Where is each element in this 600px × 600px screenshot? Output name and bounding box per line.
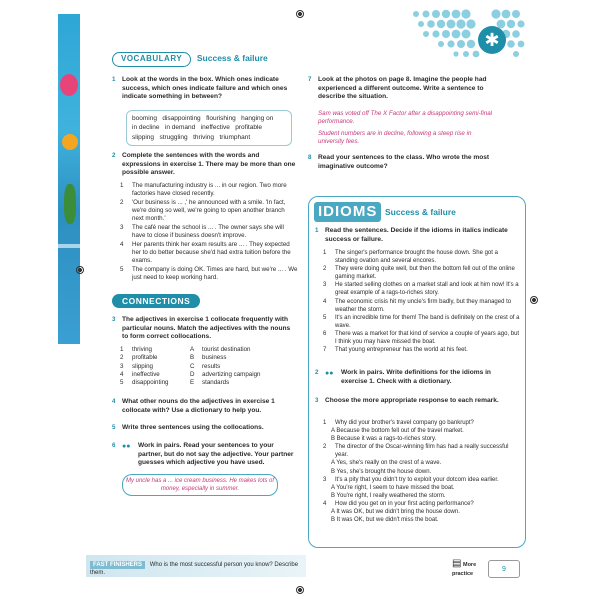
registration-mark-icon <box>296 10 304 18</box>
vocabulary-title: Success & failure <box>196 53 268 63</box>
list-item: 4 How did you get on in your first acting performance? A It was OK, but we didn't bring the house down. B It was OK, but we didn't miss the boat. <box>323 500 474 524</box>
list-item: 5 It's an incredible time for them! The band is definitely on the crest of a wave. <box>323 314 520 329</box>
photo-strip <box>58 14 80 344</box>
fast-finishers-text: Who is the most successful person you know? Describe them. <box>90 562 299 577</box>
list-item: 1 The singer's performance brought the house down. She got a standing ovation and several encores. <box>323 250 498 265</box>
conn-q4: 4 What other nouns do the adjectives in exercise 1 collocate with? Use a dictionary to help you. <box>112 398 275 414</box>
connections-tag: CONNECTIONS <box>112 294 200 308</box>
idioms-box <box>308 196 526 548</box>
list-item: 2 'Our business is ... ,' he announced with a smile. 'In fact, we're doing so well, we're going to open another branch next month.' <box>120 198 286 223</box>
list-item: 5 The company is doing OK. Times are hard, but we're ... . We just need to keep working hard. <box>120 265 298 281</box>
idioms-items <box>323 249 521 354</box>
registration-mark-icon <box>76 266 84 274</box>
collocation-table: 1 thriving 2 profitable 3 slipping 4 ineffective 5 disappointing A tourist destination B business C results D advertizing campaign E standards <box>120 346 261 387</box>
dots-decoration <box>410 8 525 68</box>
pairwork-icon: ●● <box>325 370 334 377</box>
vocab-q2: 2 Complete the sentences with the words and expressions in exercise 1. There may be more than one possible answer. <box>112 152 296 177</box>
vocab-q2-items <box>120 182 298 282</box>
vocab-q7: 7 Look at the photos on page 8. Imagine the people had experienced a different outcome. Write a sentence to describe the situation. <box>308 76 487 101</box>
idioms-q1: 1 Read the sentences. Decide if the idioms in italics indicate success or failure. <box>315 227 508 243</box>
idioms-title: Success & failure <box>385 207 456 217</box>
list-item: 2 They were doing quite well, but then the bottom fell out of the online gaming market. <box>323 266 515 281</box>
conn-q6: 6 ●● Work in pairs. Read your sentences to your partner, but do not say the adjective. Your partner guesses which adjective you have used. <box>112 442 294 467</box>
conn-q5: 5 Write three sentences using the collocations. <box>112 424 264 431</box>
idioms-logo: IDIOMS <box>314 202 381 222</box>
fast-finishers-label: FAST FINISHERS <box>90 561 145 569</box>
list-item: 7 That young entrepreneur has the world at his feet. <box>323 347 468 354</box>
idioms-q3: 3 Choose the more appropriate response to each remark. <box>315 397 499 404</box>
registration-mark-icon <box>530 296 538 304</box>
list-item: 3 He started selling clothes on a market stall and look at him now! It's a great example of a rags-to-riches story. <box>323 282 519 297</box>
list-item: 6 There was a market for that kind of service a couple of years ago, but I think you may have missed the boat. <box>323 330 520 346</box>
compass-badge-icon: ✱ <box>478 26 506 54</box>
list-item: 1 Why did your brother's travel company go bankrupt? A Because the bottom fell out of the travel market. B Because it was a rags-to-riches story. <box>323 420 474 443</box>
list-item: 3 It's a pity that you didn't try to exploit your dotcom idea earlier. A You're right, I seem to have missed the boat. B You're right, I really weathered the storm. <box>323 476 499 499</box>
registration-mark-icon <box>296 586 304 594</box>
connections-header <box>112 296 200 307</box>
vocab-q8: 8 Read your sentences to the class. Who wrote the most imaginative outcome? <box>308 154 490 170</box>
page-number: 9 <box>488 560 520 578</box>
word-box: booming disappointing flourishing hanging on in decline in demand ineffective profitable slipping struggling thriving triumphant <box>126 110 292 146</box>
more-practice[interactable]: ▤ More practice <box>452 558 477 577</box>
vocabulary-header <box>112 52 268 67</box>
list-item: 2 The director of the Oscar-winning film has had a really successful year. A Yes, she's really on the crest of a wave. B Yes, she's brought the house down. <box>323 444 509 475</box>
q7-example-2: Student numbers are in decline, following a steep rise in university fees. <box>318 130 472 146</box>
list-item: 1 The manufacturing industry is ... in our region. Two more factories have closed recently. <box>120 182 287 198</box>
pairwork-icon: ●● <box>122 443 131 450</box>
list-item: 4 Her parents think her exam results are ... . They expected her to do better because she'd had extra tuition before the exams. <box>120 240 291 265</box>
vocab-q1: 1 Look at the words in the box. Which ones indicate success, which ones indicate failure and which ones indicate something in between? <box>112 76 288 101</box>
vocabulary-tag: VOCABULARY <box>112 52 191 67</box>
conn-q3: 3 The adjectives in exercise 1 collocate frequently with particular nouns. Match the adjectives with the nouns to form correct collocations. <box>112 316 291 341</box>
example-speech-bubble: My uncle has a ... ice cream business. He makes lots of money, especially in summer. <box>122 474 278 496</box>
idioms-q2: 2 ●● Work in pairs. Write definitions for the idioms in exercise 1. Check with a dictionary. <box>315 369 491 385</box>
q7-example-1: Sam was voted off The X Factor after a disappointing semi-final performance. <box>318 110 493 126</box>
list-item: 4 The economic crisis hit my uncle's firm badly, but they managed to weather the storm. <box>323 298 512 313</box>
idioms-q3-items <box>323 419 521 524</box>
workbook-icon: ▤ <box>452 558 462 569</box>
list-item: 3 The café near the school is ... . The owner says she will have to close if business doesn't improve. <box>120 223 284 240</box>
fast-finishers-bar <box>86 555 306 577</box>
